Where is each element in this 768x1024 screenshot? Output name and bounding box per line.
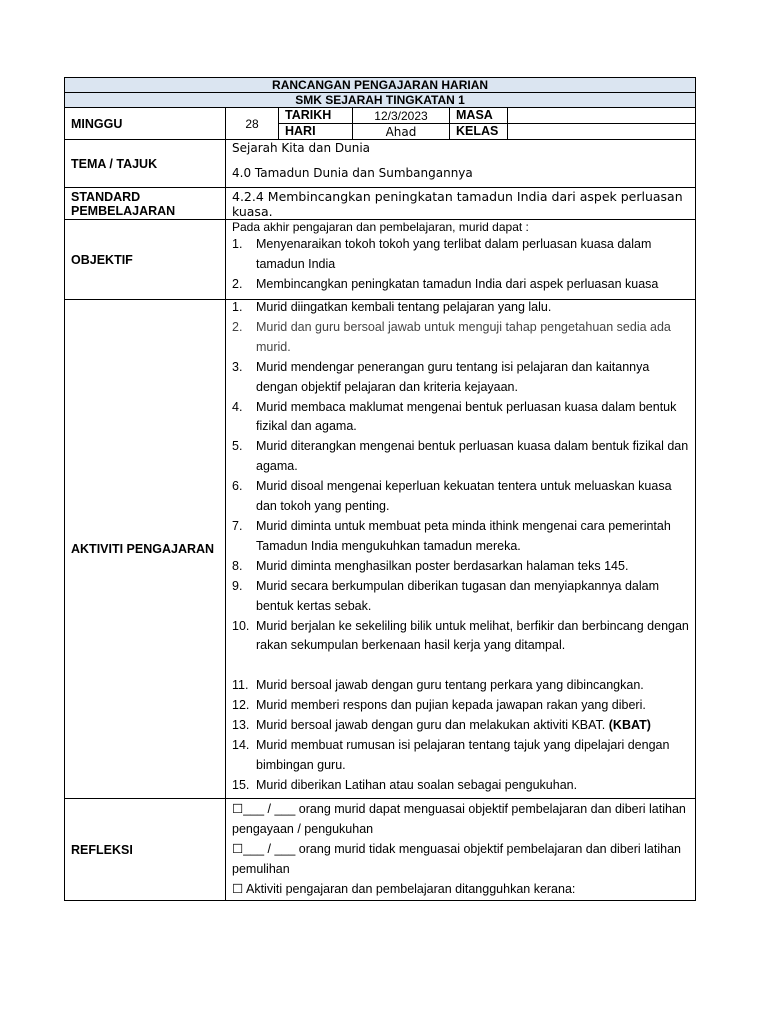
tema-label: TEMA / TAJUK [65, 140, 226, 188]
tema-line-1: Sejarah Kita dan Dunia [232, 141, 370, 155]
list-item: 14. Murid membuat rumusan isi pelajaran tentang tajuk yang dipelajari dengan bimbingan guru. [232, 738, 670, 772]
refleksi-line-2: ☐___ / ___ orang murid tidak menguasai objektif pembelajaran dan diberi latihan pemulihan [232, 842, 681, 876]
objektif-list [232, 235, 689, 295]
aktiviti-list [232, 298, 689, 796]
list-item: 2. Murid dan guru bersoal jawab untuk menguji tahap pengetahuan sedia ada murid. [232, 319, 671, 354]
list-item: 2. Membincangkan peningkatan tamadun India dari aspek perluasan kuasa [232, 276, 659, 291]
list-item: 6. Murid disoal mengenai keperluan kekuatan tentera untuk meluaskan kuasa dan tokoh yang penting. [232, 479, 672, 514]
aktiviti-label: AKTIVITI PENGAJARAN [65, 300, 226, 799]
kelas-label: KELAS [450, 124, 508, 140]
list-item: 9. Murid secara berkumpulan diberikan tugasan dan menyiapkannya dalam bentuk kertas sebak. [232, 578, 660, 613]
standard-value: 4.2.4 Membincangkan peningkatan tamadun India dari aspek perluasan kuasa. [226, 188, 696, 220]
tarikh-value: 12/3/2023 [353, 108, 450, 124]
objektif-content [226, 220, 696, 300]
plan-title: RANCANGAN PENGAJARAN HARIAN [65, 78, 696, 93]
school-title: SMK SEJARAH TINGKATAN 1 [65, 93, 696, 108]
tema-content [226, 140, 696, 188]
minggu-value: 28 [226, 108, 279, 140]
list-item: 4. Murid membaca maklumat mengenai bentuk perluasan kuasa dalam bentuk fizikal dan agama. [232, 399, 677, 434]
list-item: 8. Murid diminta menghasilkan poster berdasarkan halaman teks 145. [232, 558, 629, 573]
objektif-intro: Pada akhir pengajaran dan pembelajaran, murid dapat : [232, 220, 529, 234]
refleksi-content [226, 799, 696, 901]
list-item: 11. Murid bersoal jawab dengan guru tentang perkara yang dibincangkan. [232, 678, 644, 693]
refleksi-label: REFLEKSI [65, 799, 226, 901]
list-item: 5. Murid diterangkan mengenai bentuk perluasan kuasa dalam bentuk fizikal dan agama. [232, 439, 689, 474]
lesson-plan-table [64, 77, 696, 901]
tema-line-2: 4.0 Tamadun Dunia dan Sumbangannya [232, 166, 473, 180]
kelas-value [508, 124, 696, 140]
hari-value: Ahad [353, 124, 450, 140]
list-item: 1. Menyenaraikan tokoh tokoh yang terlibat dalam perluasan kuasa dalam tamadun India [232, 237, 652, 271]
standard-label: STANDARD PEMBELAJARAN [65, 188, 226, 220]
list-item: 10. Murid berjalan ke sekeliling bilik untuk melihat, berfikir dan berbincang dengan rakan sekumpulan berkenaan hasil kerja yang ditampal. [232, 618, 689, 653]
objektif-label: OBJEKTIF [65, 220, 226, 300]
list-item: 13. Murid bersoal jawab dengan guru dan melakukan aktiviti KBAT. (KBAT) [232, 718, 651, 733]
hari-label: HARI [279, 124, 353, 140]
aktiviti-content [226, 300, 696, 799]
minggu-label: MINGGU [65, 108, 226, 140]
refleksi-line-1: ☐___ / ___ orang murid dapat menguasai objektif pembelajaran dan diberi latihan pengayaan / pengukuhan [232, 802, 686, 836]
tarikh-label: TARIKH [279, 108, 353, 124]
masa-label: MASA [450, 108, 508, 124]
list-item: 3. Murid mendengar penerangan guru tentang isi pelajaran dan kaitannya dengan objektif pelajaran dan kriteria kejayaan. [232, 359, 650, 394]
masa-value [508, 108, 696, 124]
list-item: 15. Murid diberikan Latihan atau soalan sebagai pengukuhan. [232, 777, 578, 792]
list-item: 7. Murid diminta untuk membuat peta minda ithink mengenai cara pemerintah Tamadun India mengukuhkan tamadun mereka. [232, 518, 671, 553]
list-item: 1. Murid diingatkan kembali tentang pelajaran yang lalu. [232, 300, 552, 314]
refleksi-line-3: ☐ Aktiviti pengajaran dan pembelajaran ditangguhkan kerana: [232, 882, 576, 896]
list-item: 12. Murid memberi respons dan pujian kepada jawapan rakan yang diberi. [232, 698, 646, 713]
